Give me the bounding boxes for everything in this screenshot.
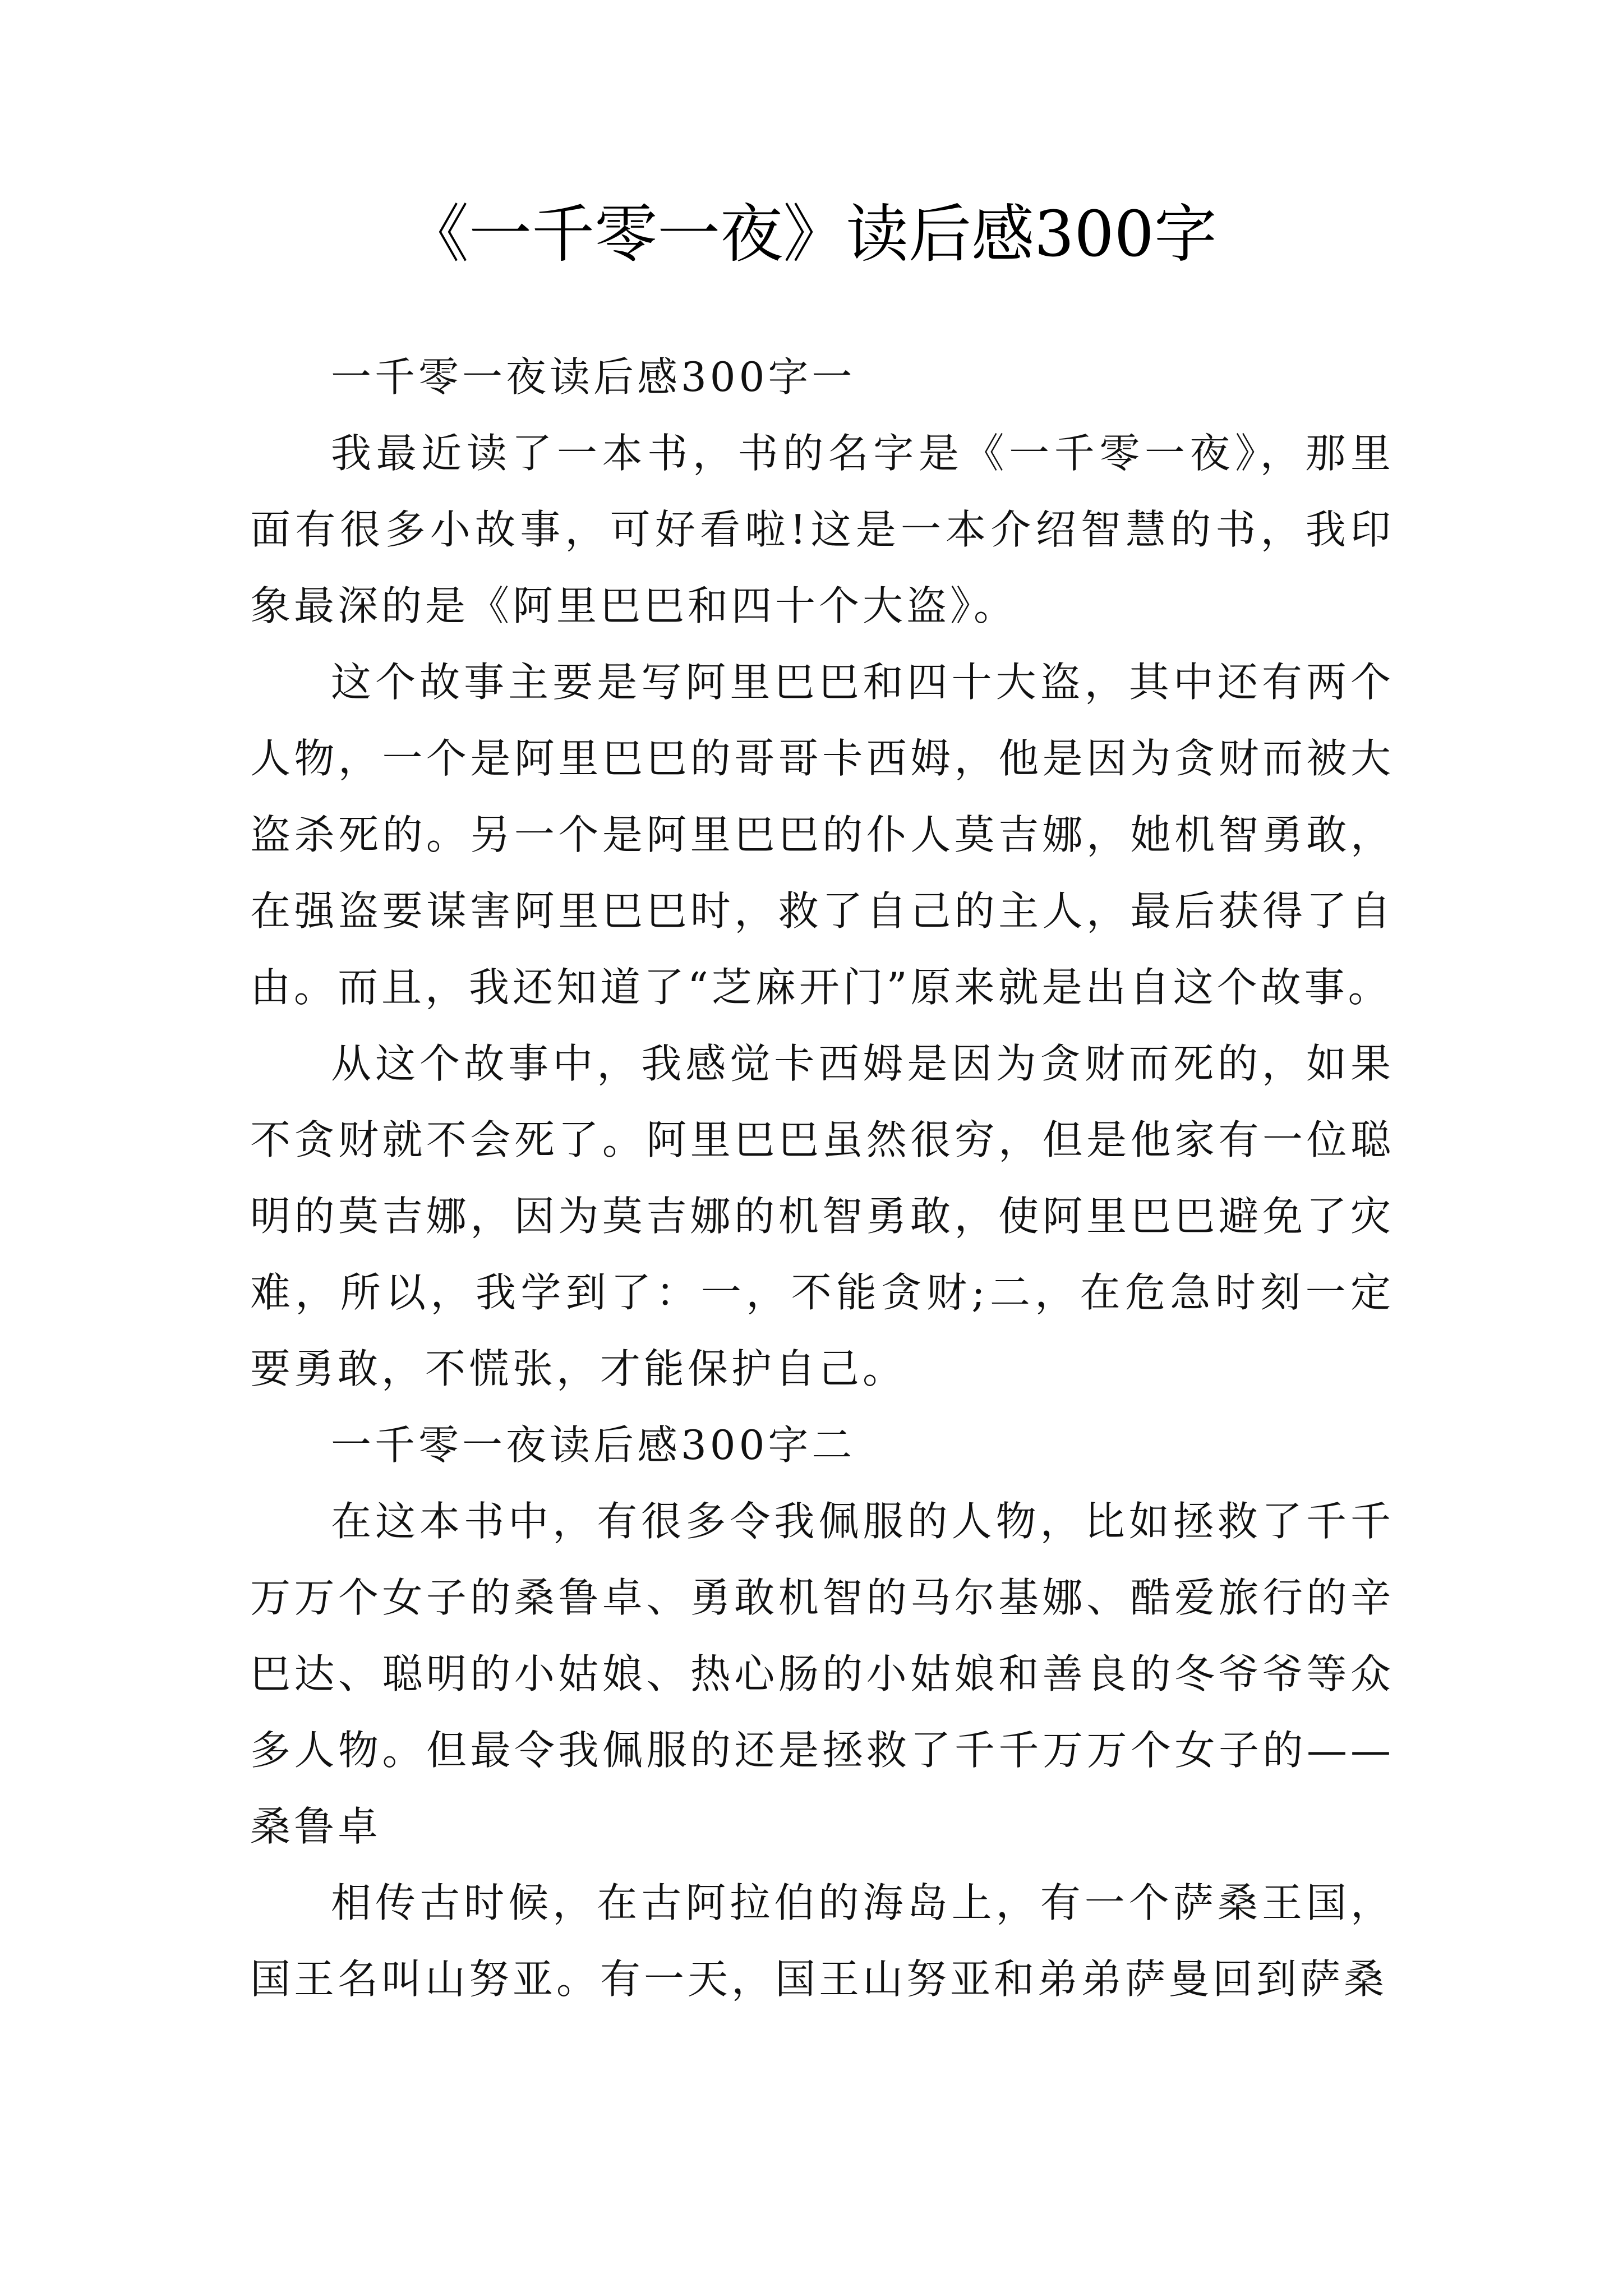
- document-title: 《一千零一夜》读后感300字: [406, 198, 1217, 271]
- paragraph: 相传古时候，在古阿拉伯的海岛上，有一个萨桑王国，国王名叫山努亚。有一天，国王山努亚和弟弟萨曼回到萨桑: [250, 1879, 1394, 2003]
- paragraph: 从这个故事中，我感觉卡西姆是因为贪财而死的，如果不贪财就不会死了。阿里巴巴虽然很穷，但是他家有一位聪明的莫吉娜，因为莫吉娜的机智勇敢，使阿里巴巴避免了灾难，所以，我学到了：一，不能贪财;二，在危急时刻一定要勇敢，不慌张，才能保护自己。: [250, 1040, 1394, 1392]
- paragraph: 这个故事主要是写阿里巴巴和四十大盗，其中还有两个人物，一个是阿里巴巴的哥哥卡西姆，他是因为贪财而被大盗杀死的。另一个是阿里巴巴的仆人莫吉娜，她机智勇敢，在强盗要谋害阿里巴巴时，救了自己的主人，最后获得了自由。而且，我还知道了“芝麻开门”原来就是出自这个故事。: [250, 659, 1394, 1011]
- section-heading-2: 一千零一夜读后感300字二: [331, 1421, 856, 1469]
- document-body: [250, 339, 1394, 2017]
- paragraph: 在这本书中，有很多令我佩服的人物，比如拯救了千千万万个女子的桑鲁卓、勇敢机智的马尔基娜、酷爱旅行的辛巴达、聪明的小姑娘、热心肠的小姑娘和善良的冬爷爷等众多人物。但最令我佩服的还是拯救了千千万万个女子的——桑鲁卓: [250, 1498, 1394, 1850]
- paragraph: 我最近读了一本书，书的名字是《一千零一夜》，那里面有很多小故事，可好看啦!这是一本介绍智慧的书，我印象最深的是《阿里巴巴和四十个大盗》。: [250, 430, 1394, 629]
- section-heading-1: 一千零一夜读后感300字一: [331, 353, 856, 401]
